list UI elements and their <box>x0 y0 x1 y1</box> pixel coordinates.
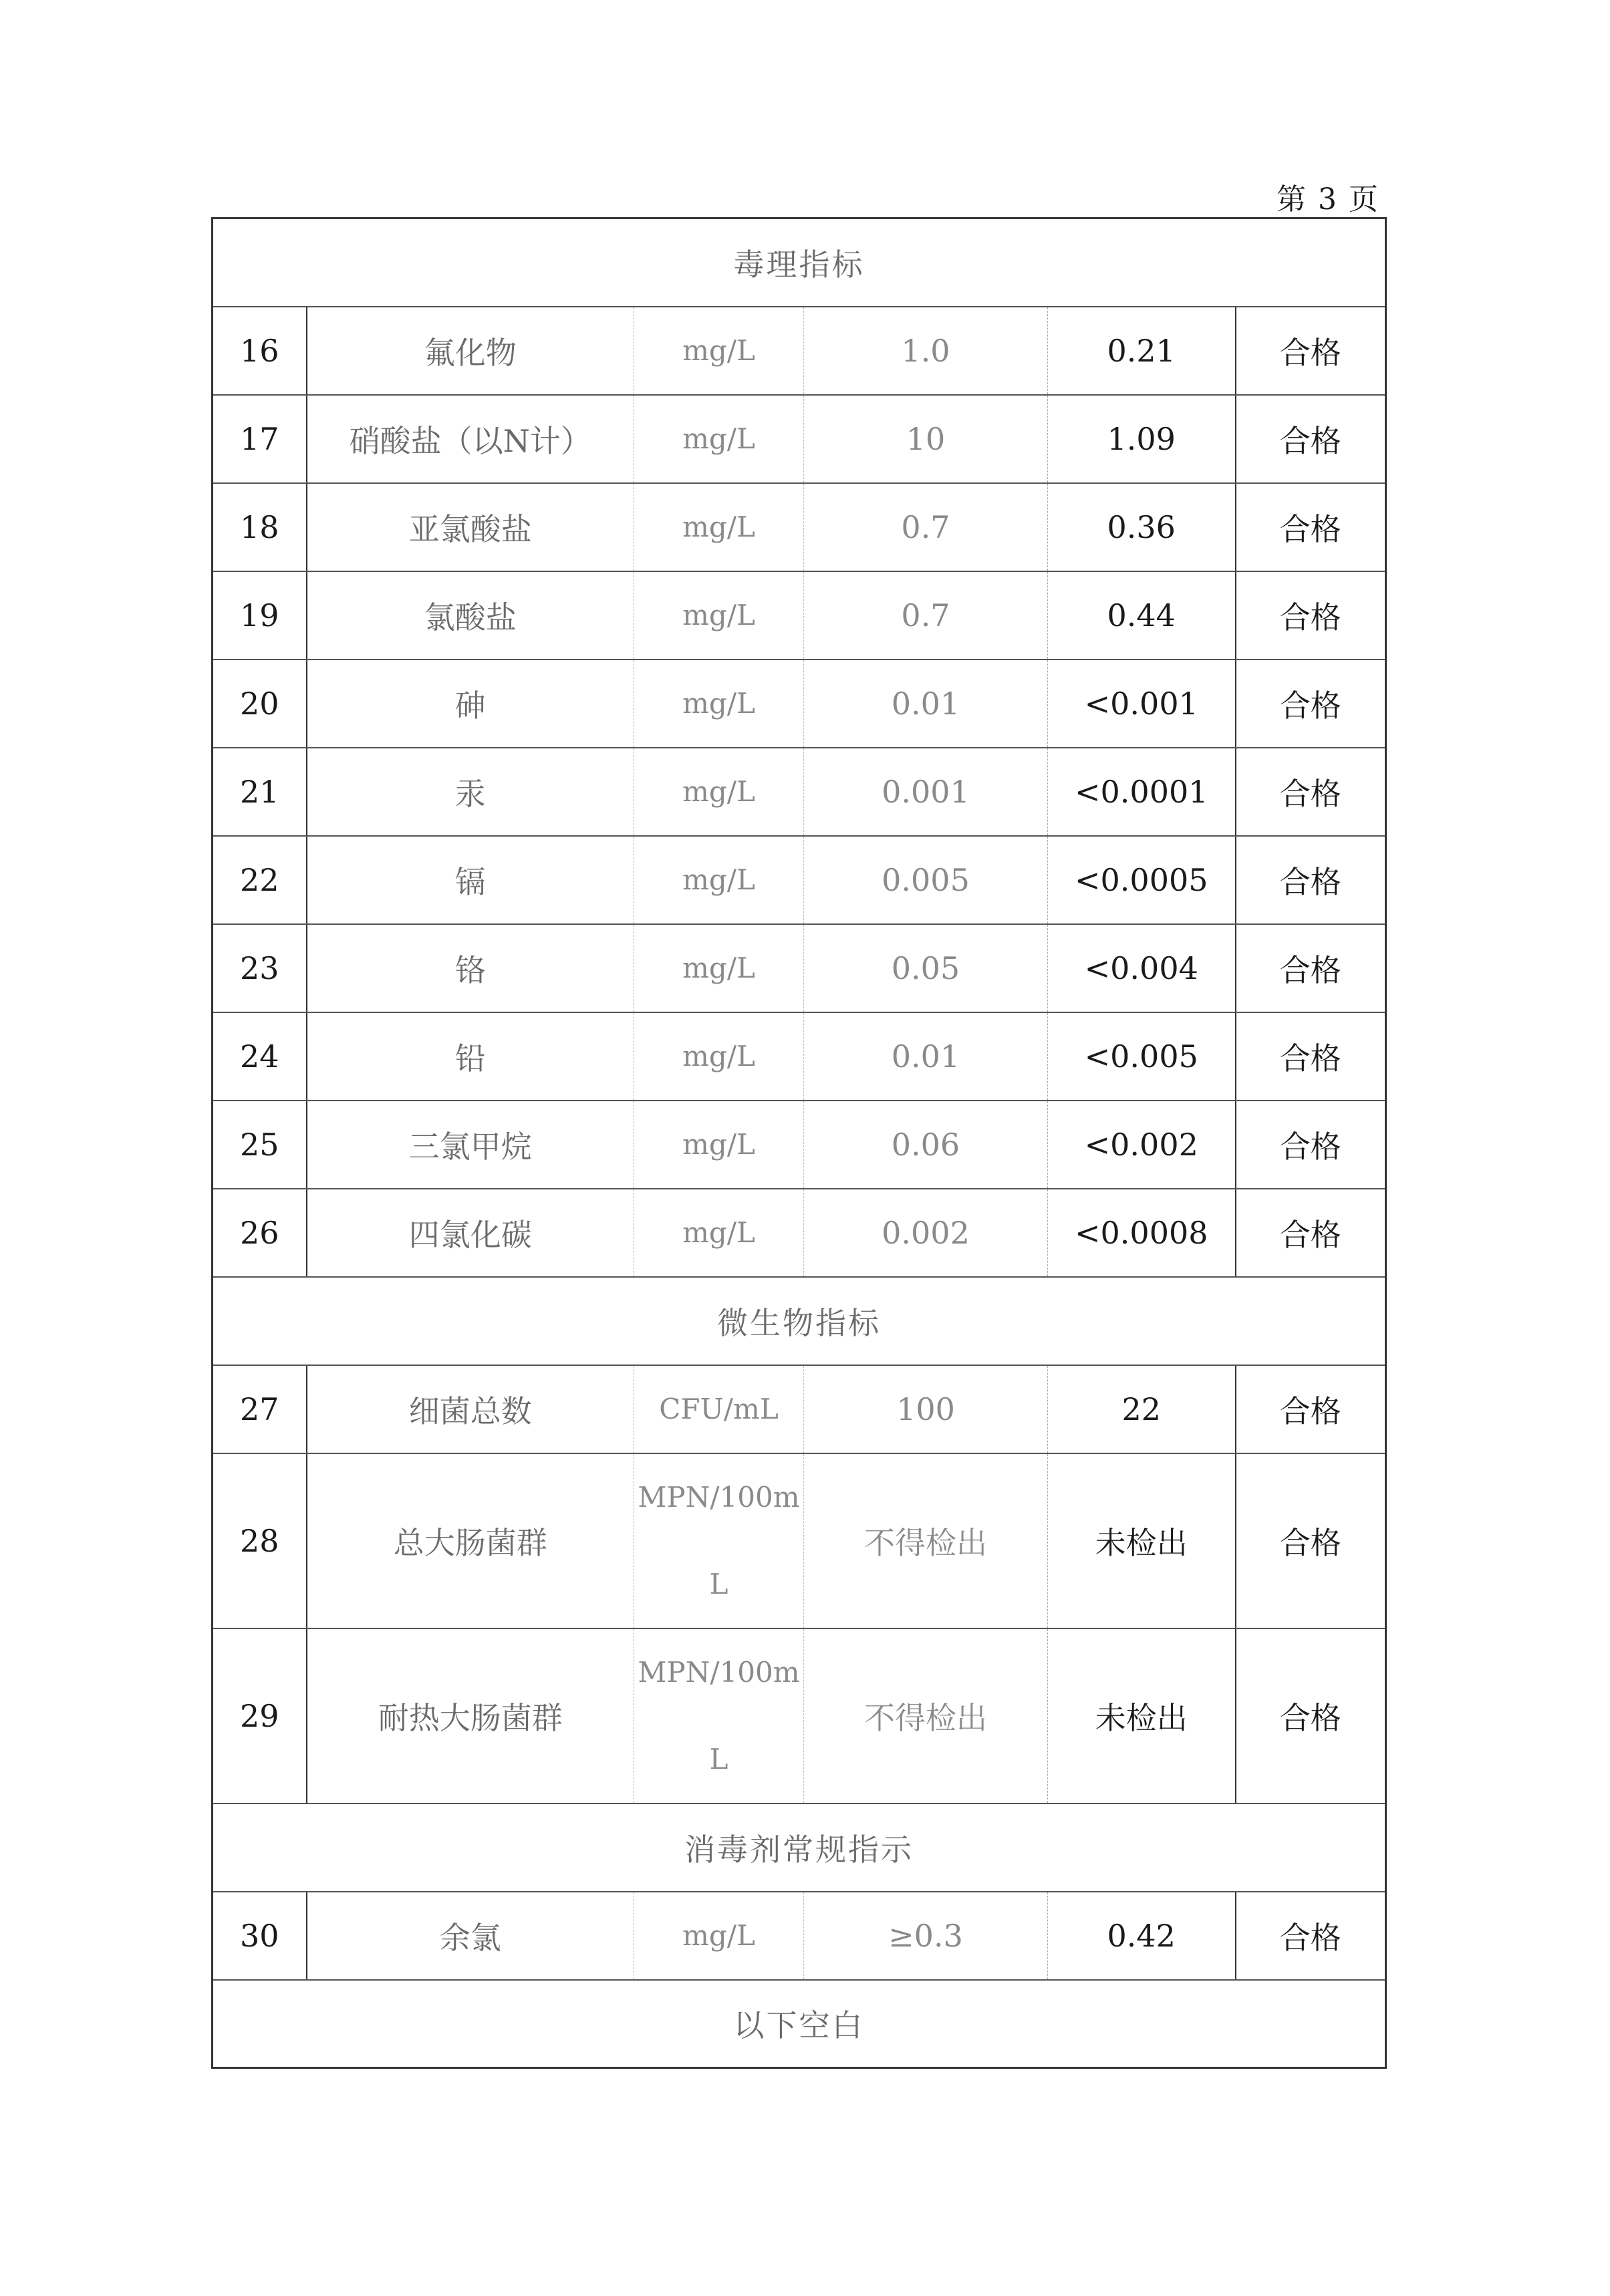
limit-value: 0.002 <box>804 1189 1048 1277</box>
result: 合格 <box>1236 748 1386 836</box>
measured-value: <0.0001 <box>1048 748 1236 836</box>
item-name: 亚氯酸盐 <box>307 483 634 571</box>
row-number: 20 <box>213 660 307 748</box>
limit-value: 100 <box>804 1365 1048 1453</box>
item-name: 氟化物 <box>307 307 634 395</box>
limit-value: 10 <box>804 395 1048 483</box>
row-number: 22 <box>213 836 307 924</box>
table-row <box>213 395 1386 483</box>
table-row <box>213 1012 1386 1101</box>
row-number: 25 <box>213 1101 307 1189</box>
item-name: 总大肠菌群 <box>307 1453 634 1628</box>
page-number: 第 3 页 <box>1277 182 1379 217</box>
result: 合格 <box>1236 1453 1386 1628</box>
row-number: 28 <box>213 1453 307 1628</box>
item-name: 镉 <box>307 836 634 924</box>
result: 合格 <box>1236 836 1386 924</box>
unit-text: MPN/100mL <box>638 1655 800 1775</box>
section-title: 消毒剂常规指示 <box>213 1804 1386 1892</box>
unit: mg/L <box>634 307 804 395</box>
unit: mg/L <box>634 660 804 748</box>
measured-value: 0.42 <box>1048 1892 1236 1980</box>
unit <box>634 1453 804 1628</box>
unit: mg/L <box>634 1189 804 1277</box>
row-number: 16 <box>213 307 307 395</box>
row-number: 29 <box>213 1628 307 1804</box>
result: 合格 <box>1236 924 1386 1012</box>
unit: mg/L <box>634 1101 804 1189</box>
test-results-table <box>211 217 1387 2069</box>
table-row <box>213 307 1386 395</box>
unit: mg/L <box>634 1892 804 1980</box>
limit-value: 0.06 <box>804 1101 1048 1189</box>
limit-value: 0.005 <box>804 836 1048 924</box>
unit: CFU/mL <box>634 1365 804 1453</box>
limit-value: 1.0 <box>804 307 1048 395</box>
row-number: 23 <box>213 924 307 1012</box>
result: 合格 <box>1236 1101 1386 1189</box>
item-name: 硝酸盐（以N计） <box>307 395 634 483</box>
result: 合格 <box>1236 483 1386 571</box>
measured-value: 22 <box>1048 1365 1236 1453</box>
limit-value: 0.01 <box>804 1012 1048 1101</box>
item-name: 铅 <box>307 1012 634 1101</box>
table-row <box>213 571 1386 660</box>
section-title: 毒理指标 <box>213 219 1386 307</box>
section-header-row <box>213 1804 1386 1892</box>
table-row <box>213 1628 1386 1804</box>
measured-value: <0.005 <box>1048 1012 1236 1101</box>
unit <box>634 1628 804 1804</box>
result: 合格 <box>1236 571 1386 660</box>
table-row <box>213 1189 1386 1277</box>
result: 合格 <box>1236 307 1386 395</box>
measured-value: <0.002 <box>1048 1101 1236 1189</box>
measured-value: <0.0005 <box>1048 836 1236 924</box>
row-number: 27 <box>213 1365 307 1453</box>
measured-value: 0.21 <box>1048 307 1236 395</box>
section-header-row <box>213 219 1386 307</box>
unit-text: MPN/100mL <box>638 1480 800 1600</box>
table-row <box>213 483 1386 571</box>
item-name: 三氯甲烷 <box>307 1101 634 1189</box>
result: 合格 <box>1236 1012 1386 1101</box>
unit: mg/L <box>634 395 804 483</box>
measured-value: 0.36 <box>1048 483 1236 571</box>
row-number: 26 <box>213 1189 307 1277</box>
measured-value: 1.09 <box>1048 395 1236 483</box>
item-name: 汞 <box>307 748 634 836</box>
unit: mg/L <box>634 748 804 836</box>
item-name: 砷 <box>307 660 634 748</box>
table-row <box>213 1892 1386 1980</box>
row-number: 18 <box>213 483 307 571</box>
item-name: 耐热大肠菌群 <box>307 1628 634 1804</box>
row-number: 17 <box>213 395 307 483</box>
result: 合格 <box>1236 395 1386 483</box>
result: 合格 <box>1236 1892 1386 1980</box>
limit-value: ≥0.3 <box>804 1892 1048 1980</box>
result: 合格 <box>1236 1189 1386 1277</box>
item-name: 细菌总数 <box>307 1365 634 1453</box>
table-row <box>213 1453 1386 1628</box>
result: 合格 <box>1236 660 1386 748</box>
item-name: 铬 <box>307 924 634 1012</box>
row-number: 21 <box>213 748 307 836</box>
table-row <box>213 660 1386 748</box>
footer-note-row <box>213 1980 1386 2068</box>
result: 合格 <box>1236 1628 1386 1804</box>
limit-value: 0.001 <box>804 748 1048 836</box>
item-name: 氯酸盐 <box>307 571 634 660</box>
item-name: 余氯 <box>307 1892 634 1980</box>
measured-value: 未检出 <box>1048 1628 1236 1804</box>
limit-value: 0.7 <box>804 571 1048 660</box>
measured-value: <0.0008 <box>1048 1189 1236 1277</box>
measured-value: <0.001 <box>1048 660 1236 748</box>
limit-value: 0.01 <box>804 660 1048 748</box>
measured-value: <0.004 <box>1048 924 1236 1012</box>
section-header-row <box>213 1277 1386 1365</box>
limit-value: 不得检出 <box>804 1453 1048 1628</box>
footer-note: 以下空白 <box>213 1980 1386 2068</box>
limit-value: 不得检出 <box>804 1628 1048 1804</box>
row-number: 30 <box>213 1892 307 1980</box>
unit: mg/L <box>634 571 804 660</box>
item-name: 四氯化碳 <box>307 1189 634 1277</box>
unit: mg/L <box>634 483 804 571</box>
limit-value: 0.7 <box>804 483 1048 571</box>
section-title: 微生物指标 <box>213 1277 1386 1365</box>
table-row <box>213 1101 1386 1189</box>
row-number: 19 <box>213 571 307 660</box>
table-row <box>213 924 1386 1012</box>
limit-value: 0.05 <box>804 924 1048 1012</box>
table-row <box>213 748 1386 836</box>
unit: mg/L <box>634 924 804 1012</box>
result: 合格 <box>1236 1365 1386 1453</box>
unit: mg/L <box>634 1012 804 1101</box>
measured-value: 未检出 <box>1048 1453 1236 1628</box>
table-row <box>213 836 1386 924</box>
table-row <box>213 1365 1386 1453</box>
row-number: 24 <box>213 1012 307 1101</box>
unit: mg/L <box>634 836 804 924</box>
measured-value: 0.44 <box>1048 571 1236 660</box>
